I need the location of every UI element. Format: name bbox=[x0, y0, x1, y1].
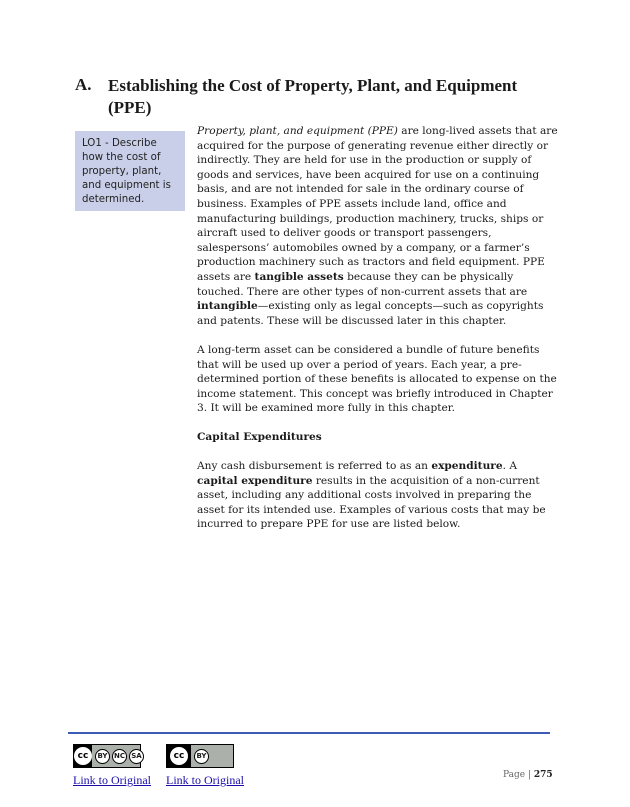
section-title: Establishing the Cost of Property, Plant, and Equipment (PPE) bbox=[108, 76, 518, 117]
creative-commons-icon: cc bbox=[74, 747, 92, 765]
cc-by-badge bbox=[166, 744, 234, 768]
footer-rule bbox=[68, 732, 550, 734]
learning-objective-box: LO1 - Describe how the cost of property, plant, and equipment is determined. bbox=[75, 131, 185, 211]
creative-commons-icon: cc bbox=[170, 747, 188, 765]
license-block-2 bbox=[166, 744, 244, 788]
body-text bbox=[197, 124, 559, 547]
term-capital-expenditure: capital expenditure bbox=[197, 474, 313, 487]
term-expenditure: expenditure bbox=[431, 460, 503, 473]
attribution-icon: BY bbox=[194, 749, 209, 764]
paragraph-long-term-asset: A long-term asset can be considered a bundle of future benefits that will be used up over a period of years. Each year, a pre-determined portion of these benefits is allocated to expense on the income statement. This concept was briefly introduced in Chapter 3. It will be examined more fully in this chapter. bbox=[197, 343, 557, 415]
term-tangible-assets: tangible assets bbox=[254, 270, 344, 283]
link-to-original-2[interactable]: Link to Original bbox=[166, 773, 244, 787]
term-ppe: Property, plant, and equipment (PPE) bbox=[197, 125, 398, 137]
section-letter: A. bbox=[75, 75, 92, 94]
page-number: Page | 275 bbox=[503, 770, 553, 780]
license-block-1 bbox=[73, 744, 151, 788]
link-to-original-1[interactable]: Link to Original bbox=[73, 773, 151, 787]
term-intangible: intangible bbox=[197, 300, 258, 313]
subheading-capital-expenditures: Capital Expenditures bbox=[197, 431, 322, 444]
paragraph-capital-expenditure: Any cash disbursement is referred to as an expenditure. A capital expenditure results in the acquisition of a non-current asset, including any additional costs involved in preparing the asset for its intended use. Examples of various costs that may be incurred to prepare PPE for use are listed below. bbox=[197, 460, 546, 531]
attribution-icon: BY bbox=[95, 749, 110, 764]
noncommercial-icon: NC bbox=[112, 749, 127, 764]
cc-by-nc-sa-badge bbox=[73, 744, 141, 768]
sharealike-icon: SA bbox=[129, 749, 144, 764]
paragraph-ppe-definition: Property, plant, and equipment (PPE) are long-lived assets that are acquired for the purpose of generating revenue either directly or indirectly. They are held for use in the production or supply of goods and services, have been acquired for use on a continuing basis, and are not intended for sale in the ordinary course of business. Examples of PPE assets include land, office and manufacturing buildings, production machinery, trucks, ships or aircraft used to deliver goods or transport passengers, salespersons’ automobiles owned by a company, or a farmer’s production machinery such as tractors and field equipment. PPE assets are tangible assets because they can be physically touched. There are other types of non-current assets that are intangible—existing only as legal concepts—such as copyrights and patents. These will be discussed later in this chapter. bbox=[197, 125, 558, 327]
